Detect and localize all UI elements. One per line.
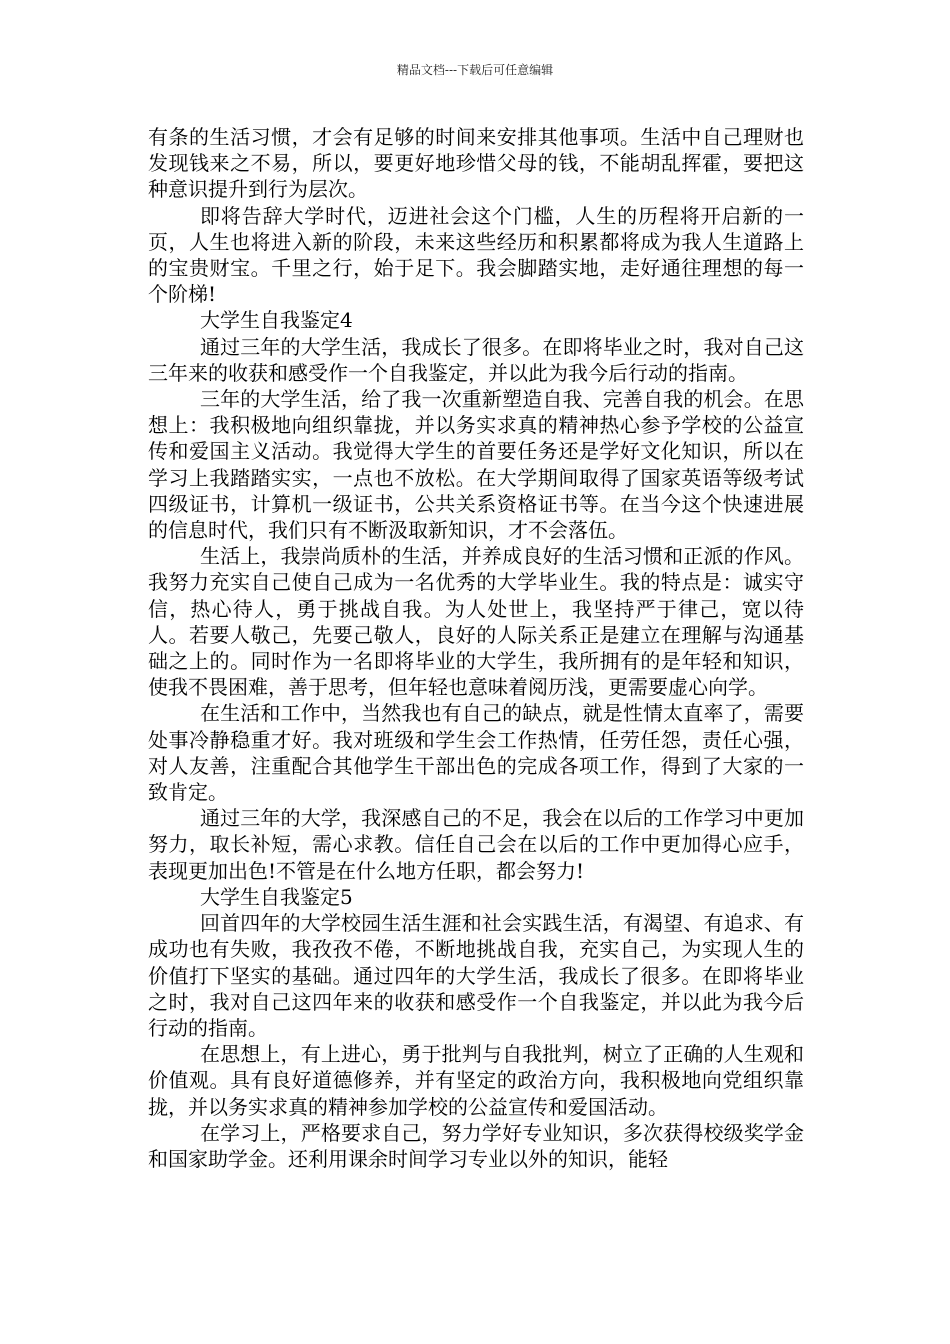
paragraph: 在思想上，有上进心，勇于批判与自我批判，树立了正确的人生观和价值观。具有良好道德修养，并有坚定的政治方向，我积极地向党组织靠拢，并以务实求真的精神参加学校的公益宣传和爱国活动。 (148, 1042, 804, 1119)
paragraph: 即将告辞大学时代，迈进社会这个门槛，人生的历程将开启新的一页，人生也将进入新的阶段，未来这些经历和积累都将成为我人生道路上的宝贵财宝。千里之行，始于足下。我会脚踏实地，走好通往理想的每一个阶梯! (148, 203, 804, 307)
paragraph: 有条的生活习惯，才会有足够的时间来安排其他事项。生活中自己理财也发现钱来之不易，所以，要更好地珍惜父母的钱，不能胡乱挥霍，要把这种意识提升到行为层次。 (148, 125, 804, 202)
paragraph: 回首四年的大学校园生活生涯和社会实践生活，有渴望、有追求、有成功也有失败，我孜孜不倦，不断地挑战自我，充实自己，为实现人生的价值打下坚实的基础。通过四年的大学生活，我成长了很多。在即将毕业之时，我对自己这四年来的收获和感受作一个自我鉴定，并以此为我今后行动的指南。 (148, 911, 804, 1040)
paragraph: 通过三年的大学生活，我成长了很多。在即将毕业之时，我对自己这三年来的收获和感受作一个自我鉴定，并以此为我今后行动的指南。 (148, 334, 804, 385)
paragraph: 通过三年的大学，我深感自己的不足，我会在以后的工作学习中更加努力，取长补短，需心求教。信任自己会在以后的工作中更加得心应手，表现更加出色!不管是在什么地方任职，都会努力! (148, 806, 804, 883)
section-heading: 大学生自我鉴定5 (200, 884, 353, 909)
paragraph: 在学习上，严格要求自己，努力学好专业知识，多次获得校级奖学金和国家助学金。还利用课余时间学习专业以外的知识，能轻 (148, 1120, 804, 1171)
document-body (148, 124, 804, 1172)
paragraph: 三年的大学生活，给了我一次重新塑造自我、完善自我的机会。在思想上：我积极地向组织靠拢，并以务实求真的精神热心参予学校的公益宣传和爱国主义活动。我觉得大学生的首要任务还是学好文化知识，所以在学习上我踏踏实实，一点也不放松。在大学期间取得了国家英语等级考试四级证书，计算机一级证书，公共关系资格证书等。在当今这个快速进展的信息时代，我们只有不断汲取新知识，才不会落伍。 (148, 387, 804, 543)
paragraph: 生活上，我崇尚质朴的生活，并养成良好的生活习惯和正派的作风。我努力充实自己使自己成为一名优秀的大学毕业生。我的特点是：诚实守信，热心待人，勇于挑战自我。为人处世上，我坚持严于律己，宽以待人。若要人敬己，先要己敬人，良好的人际关系正是建立在理解与沟通基础之上的。同时作为一名即将毕业的大学生，我所拥有的是年轻和知识，使我不畏困难，善于思考，但年轻也意味着阅历浅，更需要虚心向学。 (148, 544, 804, 700)
paragraph: 在生活和工作中，当然我也有自己的缺点，就是性情太直率了，需要处事冷静稳重才好。我对班级和学生会工作热情，任劳任怨，责任心强，对人友善，注重配合其他学生干部出色的完成各项工作，得到了大家的一致肯定。 (148, 701, 804, 805)
page-header: 精品文档---下载后可任意编辑 (396, 63, 554, 77)
section-heading: 大学生自我鉴定4 (200, 308, 353, 333)
